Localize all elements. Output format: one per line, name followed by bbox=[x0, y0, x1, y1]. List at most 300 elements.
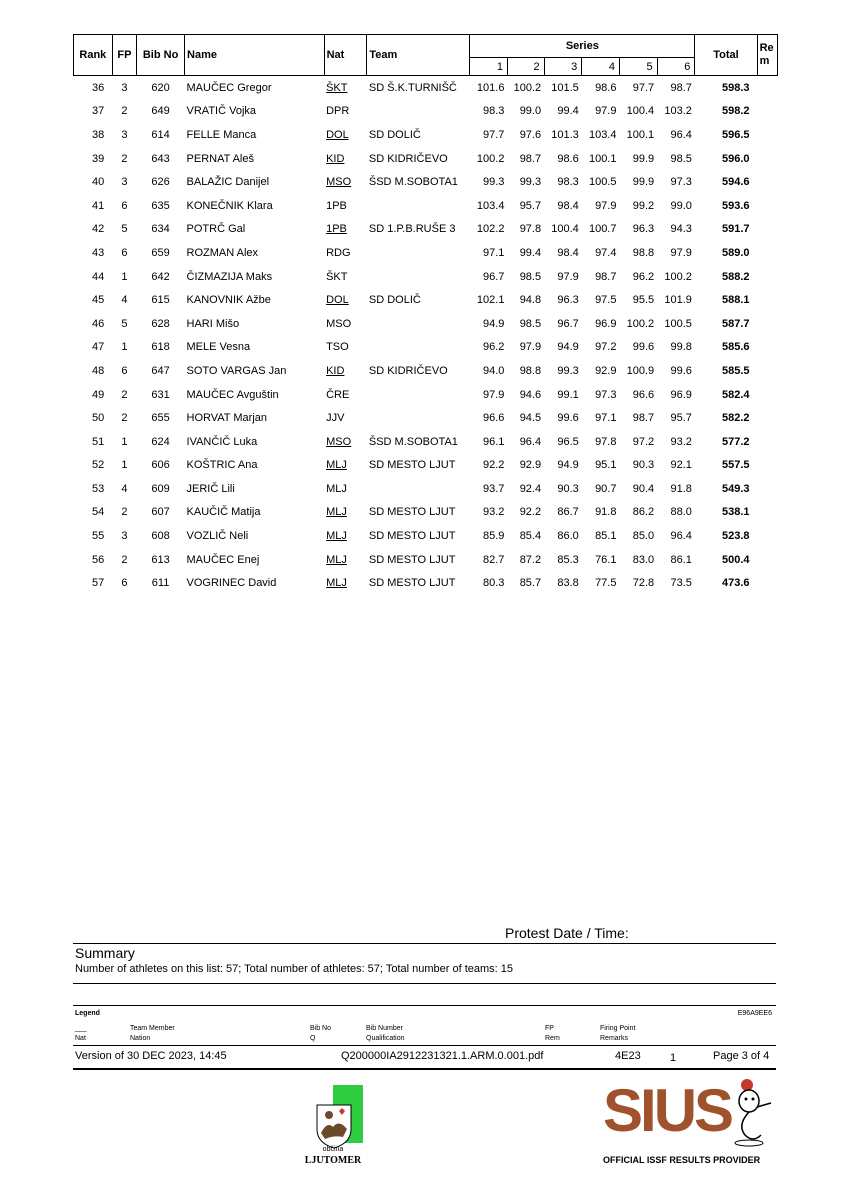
team-cell: SD MESTO LJUT bbox=[368, 530, 456, 543]
name-cell: IVANČIČ Luka bbox=[186, 435, 258, 448]
series-1-cell: 94.0 bbox=[483, 364, 505, 377]
bib-cell: 628 bbox=[151, 317, 170, 330]
team-cell bbox=[367, 100, 470, 124]
table-row bbox=[74, 359, 778, 383]
series-6-cell: 91.8 bbox=[670, 482, 692, 495]
fp-cell: 1 bbox=[121, 341, 128, 354]
series-5-cell: 100.9 bbox=[626, 364, 655, 377]
series-5-cell: 100.2 bbox=[626, 317, 655, 330]
table-row bbox=[74, 336, 778, 360]
series-6-cell: 94.3 bbox=[670, 223, 692, 236]
total-cell: 598.3 bbox=[721, 81, 750, 94]
total-cell: 549.3 bbox=[721, 482, 750, 495]
name-cell: SOTO VARGAS Jan bbox=[186, 364, 287, 377]
total-cell: 588.1 bbox=[721, 294, 750, 307]
series-5-cell: 99.2 bbox=[632, 199, 655, 212]
series-3-cell: 101.5 bbox=[551, 81, 579, 94]
name-cell: VOZLIČ Neli bbox=[186, 530, 249, 543]
series-6-cell: 95.7 bbox=[670, 412, 692, 425]
rank-cell: 43 bbox=[91, 246, 105, 259]
bib-cell: 606 bbox=[151, 459, 170, 472]
total-cell: 582.4 bbox=[721, 388, 750, 401]
nat-cell: RDG bbox=[326, 246, 351, 259]
series-1-cell: 102.1 bbox=[476, 294, 505, 307]
series-4-cell: 103.4 bbox=[588, 128, 617, 141]
table-row bbox=[74, 170, 778, 194]
team-cell bbox=[367, 312, 470, 336]
name-cell: KONEČNIK Klara bbox=[186, 199, 273, 212]
header-rem: Re m bbox=[757, 35, 777, 76]
series-2-cell: 99.4 bbox=[519, 246, 542, 259]
rank-cell: 36 bbox=[91, 81, 105, 94]
fp-cell: 2 bbox=[121, 105, 128, 118]
nat-cell: MLJ bbox=[326, 553, 347, 566]
series-5-cell: 99.9 bbox=[632, 152, 655, 165]
nat-cell: TSO bbox=[326, 341, 349, 354]
fp-cell: 6 bbox=[121, 364, 128, 377]
header-series-3: 3 bbox=[544, 58, 582, 76]
series-5-cell: 100.1 bbox=[626, 128, 655, 141]
series-4-cell: 97.3 bbox=[595, 388, 617, 401]
total-cell: 585.5 bbox=[721, 364, 750, 377]
table-row bbox=[74, 501, 778, 525]
series-2-cell: 97.8 bbox=[519, 223, 542, 236]
series-2-cell: 99.3 bbox=[519, 176, 542, 189]
footer-page: Page 3 of 4 bbox=[713, 1050, 770, 1062]
series-1-cell: 96.2 bbox=[483, 341, 505, 354]
series-1-cell: 93.2 bbox=[483, 506, 505, 519]
summary-top-rule bbox=[73, 943, 776, 944]
series-2-cell: 94.5 bbox=[519, 412, 542, 425]
series-5-cell: 96.6 bbox=[632, 388, 655, 401]
series-4-cell: 97.2 bbox=[595, 341, 617, 354]
table-row bbox=[74, 241, 778, 265]
series-3-cell: 97.9 bbox=[557, 270, 579, 283]
nat-cell: MSO bbox=[326, 176, 352, 189]
ljutomer-label: LJUTOMER bbox=[304, 1155, 362, 1166]
rank-cell: 37 bbox=[91, 105, 105, 118]
bib-cell: 611 bbox=[151, 577, 170, 590]
summary-bottom-rule bbox=[73, 983, 776, 984]
series-6-cell: 99.6 bbox=[670, 364, 692, 377]
fp-cell: 2 bbox=[121, 388, 128, 401]
header-series-1: 1 bbox=[470, 58, 508, 76]
fp-cell: 2 bbox=[121, 412, 128, 425]
nat-cell: 1PB bbox=[326, 199, 347, 212]
footer-top-rule bbox=[73, 1045, 776, 1046]
table-row bbox=[74, 571, 778, 595]
series-4-cell: 76.1 bbox=[595, 553, 617, 566]
series-1-cell: 97.1 bbox=[483, 246, 505, 259]
legend-desc: Qualification bbox=[366, 1035, 405, 1042]
name-cell: MAUČEC Enej bbox=[186, 553, 260, 566]
nat-cell: ŠKT bbox=[326, 270, 348, 283]
nat-cell: MLJ bbox=[326, 506, 347, 519]
team-cell bbox=[367, 194, 470, 218]
legend-abbr: Rem bbox=[545, 1035, 560, 1042]
fp-cell: 3 bbox=[121, 128, 128, 141]
fp-cell: 3 bbox=[121, 176, 128, 189]
header-bib: Bib No bbox=[137, 35, 185, 76]
series-4-cell: 97.9 bbox=[595, 105, 617, 118]
name-cell: VOGRINEC David bbox=[186, 577, 277, 590]
series-4-cell: 96.9 bbox=[595, 317, 617, 330]
team-cell bbox=[367, 241, 470, 265]
team-cell: SD KIDRIČEVO bbox=[368, 364, 448, 377]
fp-cell: 6 bbox=[121, 246, 128, 259]
team-cell bbox=[367, 477, 470, 501]
rank-cell: 50 bbox=[91, 412, 105, 425]
table-row bbox=[74, 194, 778, 218]
series-5-cell: 85.0 bbox=[632, 530, 655, 543]
table-row bbox=[74, 548, 778, 572]
header-series-5: 5 bbox=[619, 58, 657, 76]
table-row bbox=[74, 524, 778, 548]
series-4-cell: 100.7 bbox=[588, 223, 617, 236]
series-6-cell: 99.8 bbox=[670, 341, 692, 354]
fp-cell: 5 bbox=[121, 317, 128, 330]
series-5-cell: 95.5 bbox=[632, 294, 655, 307]
header-fp: FP bbox=[112, 35, 136, 76]
series-3-cell: 99.6 bbox=[557, 412, 579, 425]
bib-cell: 631 bbox=[151, 388, 170, 401]
series-4-cell: 100.5 bbox=[588, 176, 617, 189]
series-3-cell: 99.3 bbox=[557, 364, 579, 377]
series-6-cell: 93.2 bbox=[670, 435, 692, 448]
series-6-cell: 100.2 bbox=[664, 270, 692, 283]
series-6-cell: 97.3 bbox=[670, 176, 692, 189]
series-5-cell: 96.3 bbox=[632, 223, 655, 236]
name-cell: HORVAT Marjan bbox=[186, 412, 268, 425]
header-series-6: 6 bbox=[657, 58, 695, 76]
series-4-cell: 90.7 bbox=[595, 482, 617, 495]
nat-cell: MSO bbox=[326, 435, 352, 448]
series-2-cell: 98.8 bbox=[519, 364, 542, 377]
series-6-cell: 92.1 bbox=[670, 459, 692, 472]
team-cell: ŠSD M.SOBOTA1 bbox=[368, 176, 458, 189]
sius-logo bbox=[603, 1077, 775, 1147]
series-5-cell: 90.3 bbox=[632, 459, 655, 472]
series-6-cell: 88.0 bbox=[670, 506, 692, 519]
series-1-cell: 96.6 bbox=[483, 412, 505, 425]
header-total: Total bbox=[695, 35, 757, 76]
series-5-cell: 100.4 bbox=[626, 105, 655, 118]
series-2-cell: 99.0 bbox=[519, 105, 542, 118]
team-cell: SD Š.K.TURNIŠČ bbox=[368, 81, 457, 94]
results-table bbox=[73, 34, 778, 595]
name-cell: KOŠTRIC Ana bbox=[186, 459, 258, 472]
name-cell: KAUČIČ Matija bbox=[186, 506, 261, 519]
name-cell: PERNAT Aleš bbox=[186, 152, 254, 165]
team-cell bbox=[367, 265, 470, 289]
nat-cell: JJV bbox=[326, 412, 345, 425]
series-2-cell: 96.4 bbox=[519, 435, 542, 448]
fp-cell: 4 bbox=[121, 294, 128, 307]
series-6-cell: 97.9 bbox=[670, 246, 692, 259]
series-2-cell: 97.9 bbox=[519, 341, 542, 354]
series-2-cell: 100.2 bbox=[513, 81, 542, 94]
series-6-cell: 96.9 bbox=[670, 388, 692, 401]
series-2-cell: 94.6 bbox=[519, 388, 542, 401]
series-4-cell: 85.1 bbox=[595, 530, 617, 543]
series-3-cell: 90.3 bbox=[557, 482, 579, 495]
legend-abbr: Q bbox=[310, 1035, 316, 1042]
series-5-cell: 86.2 bbox=[632, 506, 655, 519]
team-cell: SD MESTO LJUT bbox=[368, 506, 456, 519]
rank-cell: 41 bbox=[91, 199, 105, 212]
bib-cell: 626 bbox=[151, 176, 170, 189]
nat-cell: 1PB bbox=[326, 223, 347, 236]
legend-code: E96A9EE6 bbox=[737, 1010, 772, 1017]
fp-cell: 1 bbox=[121, 435, 128, 448]
series-2-cell: 92.2 bbox=[519, 506, 542, 519]
table-row bbox=[74, 454, 778, 478]
series-2-cell: 85.7 bbox=[519, 577, 542, 590]
total-cell: 500.4 bbox=[721, 553, 750, 566]
bib-cell: 647 bbox=[151, 364, 170, 377]
table-row bbox=[74, 218, 778, 242]
series-3-cell: 100.4 bbox=[551, 223, 579, 236]
total-cell: 585.6 bbox=[721, 341, 750, 354]
series-3-cell: 85.3 bbox=[557, 553, 579, 566]
legend-item bbox=[130, 1024, 175, 1044]
fp-cell: 6 bbox=[121, 577, 128, 590]
name-cell: VRATIČ Vojka bbox=[186, 105, 257, 118]
table-row bbox=[74, 147, 778, 171]
series-3-cell: 96.7 bbox=[557, 317, 579, 330]
series-4-cell: 100.1 bbox=[588, 152, 617, 165]
series-1-cell: 99.3 bbox=[483, 176, 505, 189]
name-cell: POTRČ Gal bbox=[186, 223, 246, 236]
total-cell: 557.5 bbox=[721, 459, 750, 472]
protest-label: Protest Date / Time: bbox=[505, 925, 629, 941]
rank-cell: 38 bbox=[91, 128, 105, 141]
rank-cell: 51 bbox=[91, 435, 105, 448]
series-3-cell: 94.9 bbox=[557, 459, 579, 472]
series-1-cell: 85.9 bbox=[483, 530, 505, 543]
rank-cell: 54 bbox=[91, 506, 105, 519]
team-cell: SD KIDRIČEVO bbox=[368, 152, 448, 165]
series-3-cell: 99.1 bbox=[557, 388, 579, 401]
total-cell: 523.8 bbox=[721, 530, 750, 543]
series-1-cell: 97.7 bbox=[483, 128, 505, 141]
fp-cell: 5 bbox=[121, 223, 128, 236]
series-6-cell: 98.5 bbox=[670, 152, 692, 165]
legend-top-rule bbox=[73, 1005, 776, 1006]
series-2-cell: 94.8 bbox=[519, 294, 542, 307]
series-1-cell: 101.6 bbox=[476, 81, 505, 94]
rank-cell: 45 bbox=[91, 294, 105, 307]
series-1-cell: 96.1 bbox=[483, 435, 505, 448]
series-4-cell: 97.5 bbox=[595, 294, 617, 307]
header-team: Team bbox=[367, 35, 470, 76]
bib-cell: 642 bbox=[151, 270, 170, 283]
legend-item bbox=[366, 1024, 405, 1044]
team-cell: SD DOLIČ bbox=[368, 294, 421, 307]
series-3-cell: 96.5 bbox=[557, 435, 579, 448]
series-3-cell: 96.3 bbox=[557, 294, 579, 307]
rank-cell: 42 bbox=[91, 223, 105, 236]
team-cell: SD MESTO LJUT bbox=[368, 553, 456, 566]
footer-version: Version of 30 DEC 2023, 14:45 bbox=[75, 1050, 227, 1062]
team-cell: SD MESTO LJUT bbox=[368, 577, 456, 590]
rank-cell: 40 bbox=[91, 176, 105, 189]
series-1-cell: 98.3 bbox=[483, 105, 505, 118]
rank-cell: 56 bbox=[91, 553, 105, 566]
series-6-cell: 101.9 bbox=[664, 294, 692, 307]
team-cell: SD 1.P.B.RUŠE 3 bbox=[368, 223, 456, 236]
series-5-cell: 83.0 bbox=[632, 553, 655, 566]
table-row bbox=[74, 406, 778, 430]
total-cell: 596.0 bbox=[721, 152, 750, 165]
series-4-cell: 91.8 bbox=[595, 506, 617, 519]
series-3-cell: 83.8 bbox=[557, 577, 579, 590]
total-cell: 596.5 bbox=[721, 128, 750, 141]
series-2-cell: 98.7 bbox=[519, 152, 542, 165]
total-cell: 588.2 bbox=[721, 270, 750, 283]
rank-cell: 53 bbox=[91, 482, 105, 495]
team-cell bbox=[367, 336, 470, 360]
series-4-cell: 97.9 bbox=[595, 199, 617, 212]
name-cell: HARI Mišo bbox=[186, 317, 240, 330]
series-2-cell: 92.9 bbox=[519, 459, 542, 472]
series-1-cell: 102.2 bbox=[476, 223, 505, 236]
bib-cell: 620 bbox=[151, 81, 170, 94]
table-row bbox=[74, 265, 778, 289]
series-4-cell: 77.5 bbox=[595, 577, 617, 590]
series-6-cell: 86.1 bbox=[670, 553, 692, 566]
total-cell: 538.1 bbox=[721, 506, 750, 519]
legend-desc: Bib Number bbox=[366, 1025, 403, 1032]
bib-cell: 655 bbox=[151, 412, 170, 425]
total-cell: 582.2 bbox=[721, 412, 750, 425]
series-1-cell: 97.9 bbox=[483, 388, 505, 401]
name-cell: JERIČ Lili bbox=[186, 482, 235, 495]
series-4-cell: 98.6 bbox=[595, 81, 617, 94]
team-cell bbox=[367, 383, 470, 407]
nat-cell: DOL bbox=[326, 128, 349, 141]
nat-cell: MLJ bbox=[326, 530, 347, 543]
sius-wordmark: SIUS bbox=[603, 1077, 732, 1144]
rank-cell: 49 bbox=[91, 388, 105, 401]
header-nat: Nat bbox=[324, 35, 367, 76]
series-1-cell: 96.7 bbox=[483, 270, 505, 283]
issf-provider-label: OFFICIAL ISSF RESULTS PROVIDER bbox=[603, 1155, 761, 1165]
series-3-cell: 98.4 bbox=[557, 199, 579, 212]
legend-desc: Remarks bbox=[600, 1035, 629, 1042]
total-cell: 598.2 bbox=[721, 105, 750, 118]
bib-cell: 618 bbox=[151, 341, 170, 354]
series-4-cell: 98.7 bbox=[595, 270, 617, 283]
series-3-cell: 94.9 bbox=[557, 341, 579, 354]
header-series-4: 4 bbox=[582, 58, 620, 76]
legend-title: Legend bbox=[75, 1010, 100, 1017]
rank-cell: 47 bbox=[91, 341, 105, 354]
table-row bbox=[74, 383, 778, 407]
table-row bbox=[74, 288, 778, 312]
legend-item bbox=[75, 1024, 87, 1044]
bib-cell: 659 bbox=[151, 246, 170, 259]
fp-cell: 4 bbox=[121, 482, 128, 495]
name-cell: MAUČEC Gregor bbox=[186, 81, 272, 94]
name-cell: ROZMAN Alex bbox=[186, 246, 259, 259]
nat-cell: MLJ bbox=[326, 459, 347, 472]
legend-item bbox=[600, 1024, 635, 1044]
series-3-cell: 98.4 bbox=[557, 246, 579, 259]
name-cell: KANOVNIK Ažbe bbox=[186, 294, 271, 307]
footer-code: 4E23 bbox=[615, 1050, 641, 1062]
series-6-cell: 103.2 bbox=[664, 105, 692, 118]
obcina-label: občina bbox=[322, 1146, 344, 1153]
series-4-cell: 97.8 bbox=[595, 435, 617, 448]
total-cell: 577.2 bbox=[721, 435, 750, 448]
table-row bbox=[74, 477, 778, 501]
nat-cell: MSO bbox=[326, 317, 352, 330]
series-1-cell: 80.3 bbox=[483, 577, 505, 590]
series-3-cell: 98.3 bbox=[557, 176, 579, 189]
rank-cell: 48 bbox=[91, 364, 105, 377]
footer-file: Q200000IA2912231321.1.ARM.0.001.pdf bbox=[341, 1050, 544, 1062]
series-3-cell: 101.3 bbox=[551, 128, 579, 141]
series-3-cell: 86.7 bbox=[557, 506, 579, 519]
series-5-cell: 98.7 bbox=[632, 412, 655, 425]
series-2-cell: 98.5 bbox=[519, 317, 542, 330]
team-cell: SD DOLIČ bbox=[368, 128, 421, 141]
name-cell: MELE Vesna bbox=[186, 341, 251, 354]
series-5-cell: 72.8 bbox=[632, 577, 655, 590]
fp-cell: 6 bbox=[121, 199, 128, 212]
series-4-cell: 97.4 bbox=[595, 246, 617, 259]
series-1-cell: 82.7 bbox=[483, 553, 505, 566]
nat-cell: MLJ bbox=[326, 482, 347, 495]
total-cell: 473.6 bbox=[721, 577, 750, 590]
series-5-cell: 97.2 bbox=[632, 435, 655, 448]
header-rank: Rank bbox=[74, 35, 113, 76]
series-6-cell: 98.7 bbox=[670, 81, 692, 94]
series-2-cell: 85.4 bbox=[519, 530, 542, 543]
header-name: Name bbox=[185, 35, 325, 76]
series-1-cell: 94.9 bbox=[483, 317, 505, 330]
footer-num: 1 bbox=[670, 1052, 677, 1064]
legend-abbr: FP bbox=[545, 1025, 554, 1032]
total-cell: 594.6 bbox=[721, 176, 750, 189]
series-4-cell: 92.9 bbox=[595, 364, 617, 377]
bib-cell: 609 bbox=[151, 482, 170, 495]
legend-abbr: Bib No bbox=[310, 1025, 332, 1032]
legend-abbr: ___ bbox=[75, 1025, 87, 1032]
fp-cell: 2 bbox=[121, 152, 128, 165]
series-3-cell: 98.6 bbox=[557, 152, 579, 165]
fp-cell: 1 bbox=[121, 459, 128, 472]
series-6-cell: 73.5 bbox=[670, 577, 692, 590]
results-body bbox=[74, 76, 778, 596]
team-cell: SD MESTO LJUT bbox=[368, 459, 456, 472]
series-1-cell: 100.2 bbox=[476, 152, 505, 165]
team-cell: ŠSD M.SOBOTA1 bbox=[368, 435, 458, 448]
header-series-2: 2 bbox=[507, 58, 544, 76]
nat-cell: MLJ bbox=[326, 577, 347, 590]
total-cell: 589.0 bbox=[721, 246, 750, 259]
series-2-cell: 98.5 bbox=[519, 270, 542, 283]
bib-cell: 624 bbox=[151, 435, 170, 448]
rank-cell: 55 bbox=[91, 530, 105, 543]
series-5-cell: 98.8 bbox=[632, 246, 655, 259]
rank-cell: 57 bbox=[91, 577, 105, 590]
summary-text: Number of athletes on this list: 57; Total number of athletes: 57; Total number of teams: 15 bbox=[75, 963, 514, 975]
rank-cell: 52 bbox=[91, 459, 105, 472]
total-cell: 593.6 bbox=[721, 199, 750, 212]
series-6-cell: 96.4 bbox=[670, 128, 692, 141]
